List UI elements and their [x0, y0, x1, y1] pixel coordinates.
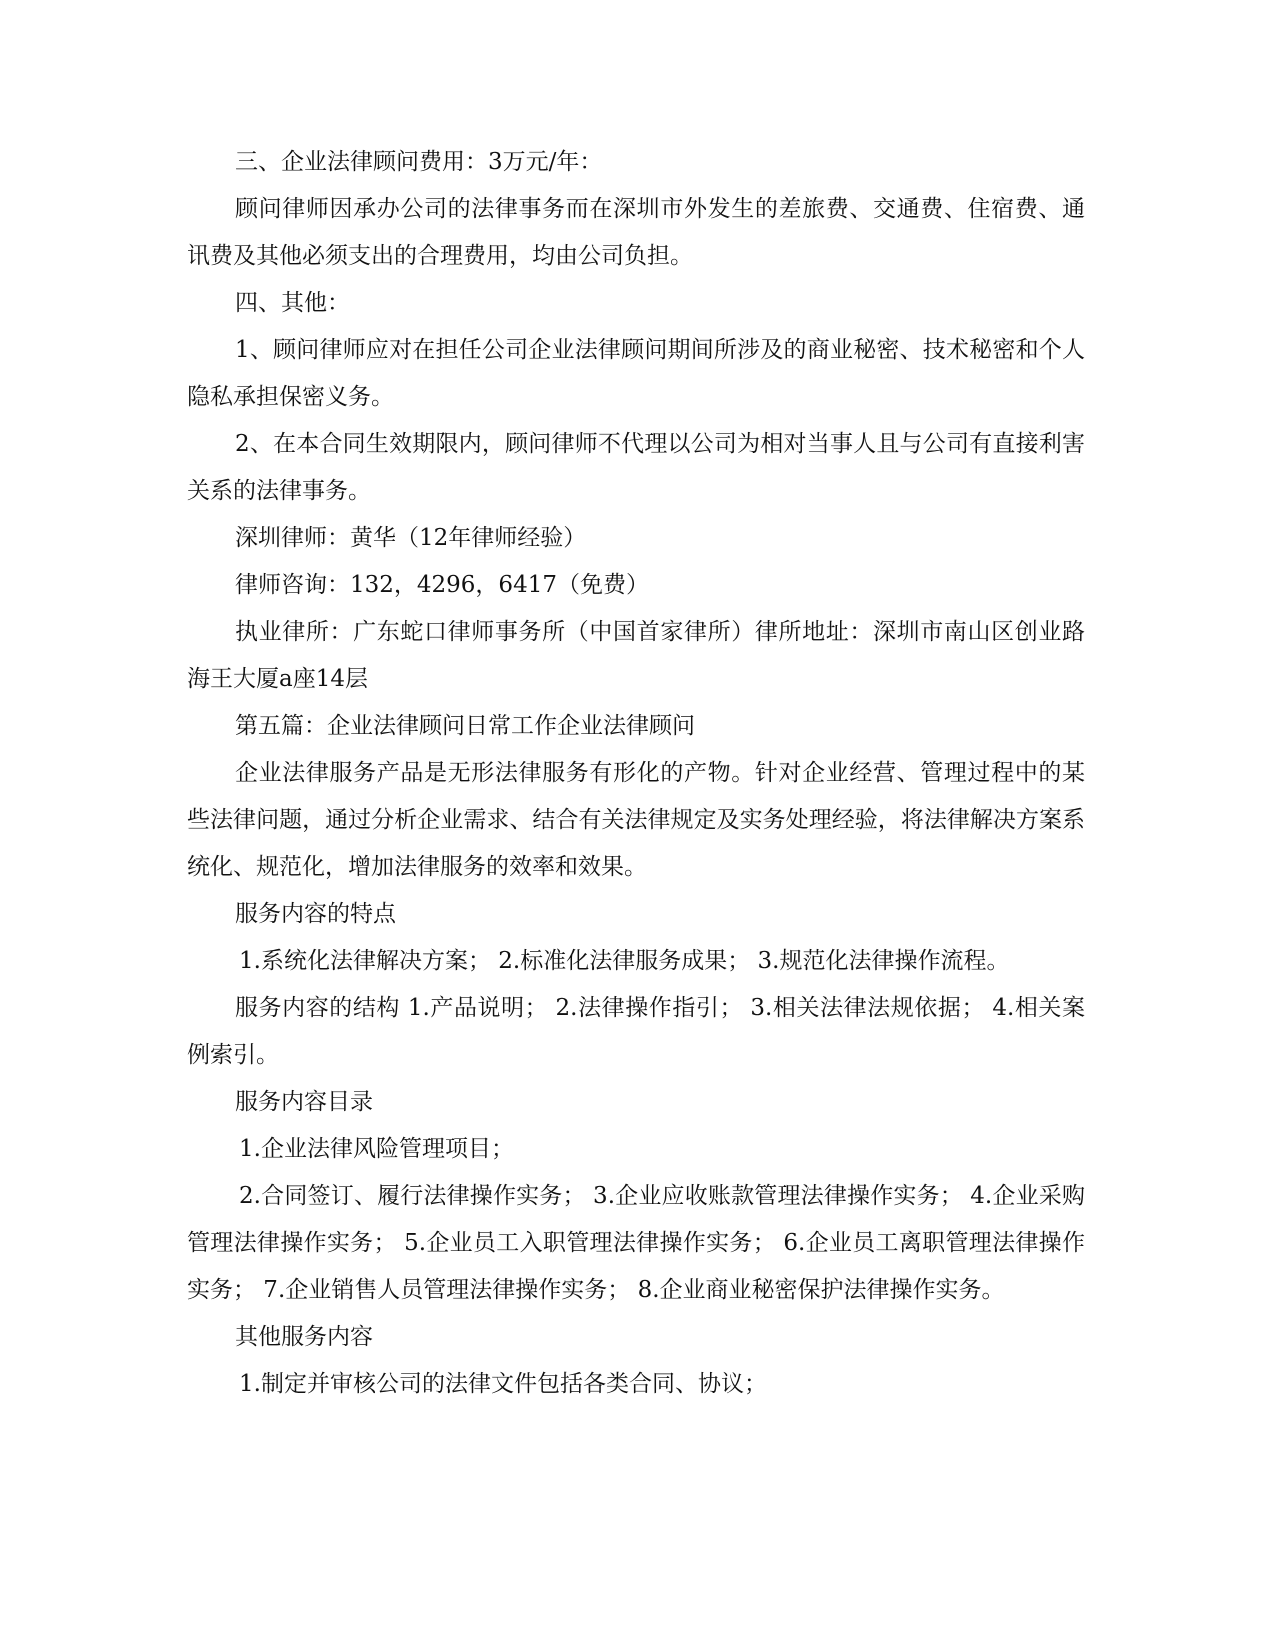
section-heading-other: 四、其他：: [235, 290, 350, 316]
catalog-items-2-8: 2.合同签订、履行法律操作实务； 3.企业应收账款管理法律操作实务； 4.企业采购管理法律操作实务； 5.企业员工入职管理法律操作实务； 6.企业员工离职管理法律操作实务； 7.企业销售人员管理法律操作实务； 8.企业商业秘密保护法律操作实务。: [187, 1183, 1085, 1303]
paragraph-expenses: 顾问律师因承办公司的法律事务而在深圳市外发生的差旅费、交通费、住宿费、通讯费及其他必须支出的合理费用，均由公司负担。: [187, 196, 1085, 269]
lawyer-name: 深圳律师：黄华（12年律师经验）: [235, 525, 587, 551]
lawyer-phone: 律师咨询：132，4296，6417（免费）: [235, 572, 649, 598]
heading-other-services: 其他服务内容: [235, 1324, 373, 1350]
paragraph-structure: 服务内容的结构 1.产品说明； 2.法律操作指引； 3.相关法律法规依据； 4.相关案例索引。: [187, 995, 1085, 1068]
paragraph-conflict: 2、在本合同生效期限内，顾问律师不代理以公司为相对当事人且与公司有直接利害关系的法律事务。: [187, 431, 1085, 504]
heading-features: 服务内容的特点: [235, 901, 396, 927]
section-heading-fees: 三、企业法律顾问费用：3万元/年：: [235, 149, 603, 175]
chapter-heading: 第五篇：企业法律顾问日常工作企业法律顾问: [235, 713, 695, 739]
document-body: [187, 139, 1085, 1408]
list-features: 1.系统化法律解决方案； 2.标准化法律服务成果； 3.规范化法律操作流程。: [239, 948, 1010, 974]
catalog-item-1: 1.企业法律风险管理项目；: [239, 1136, 514, 1162]
law-firm-address: 执业律所：广东蛇口律师事务所（中国首家律所）律所地址：深圳市南山区创业路海王大厦a座14层: [187, 619, 1085, 692]
other-service-item-1: 1.制定并审核公司的法律文件包括各类合同、协议；: [239, 1371, 767, 1397]
heading-catalog: 服务内容目录: [235, 1089, 373, 1115]
paragraph-service-product: 企业法律服务产品是无形法律服务有形化的产物。针对企业经营、管理过程中的某些法律问题，通过分析企业需求、结合有关法律规定及实务处理经验，将法律解决方案系统化、规范化，增加法律服务的效率和效果。: [187, 760, 1085, 880]
paragraph-confidentiality: 1、顾问律师应对在担任公司企业法律顾问期间所涉及的商业秘密、技术秘密和个人隐私承担保密义务。: [187, 337, 1085, 410]
